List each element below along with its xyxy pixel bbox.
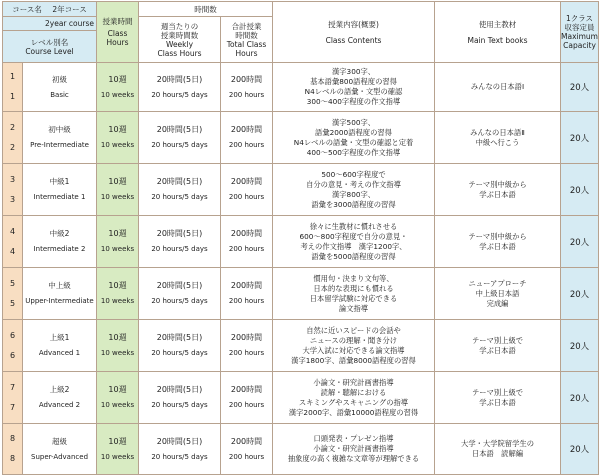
weeks-cell: 10週 10 weeks <box>97 320 139 372</box>
level-cell: 初中級 Pre-Intermediate <box>23 112 97 164</box>
book-cell: ニューアプローチ 中上級日本語 完成編 <box>435 268 561 320</box>
weekly-jp-2: 授業時間数 <box>160 30 199 40</box>
level-cell: 上級1 Advanced 1 <box>23 320 97 372</box>
book-cell: テーマ別中級から 学ぶ日本語 <box>435 164 561 216</box>
class-hours-en-1: Class <box>107 29 128 38</box>
level-cell: 上級2 Advanced 2 <box>23 372 97 424</box>
weekly-cell: 20時間(5日) 20 hours/5 days <box>139 424 221 475</box>
contents-cell: 漢字300字、 基本語彙800語程度の習得 N4レベルの語彙・文型の確認 300～400字程度の作文指導 <box>273 63 435 112</box>
contents-cell: 漢字500字、 語彙2000語程度の習得 N4レベルの語彙・文型の確認と定着 400～500字程度の作文指導 <box>273 112 435 164</box>
table-row <box>3 268 599 320</box>
hours-group-header <box>139 2 273 17</box>
course-name-label: コース名 <box>12 4 42 14</box>
contents-jp: 授業内容(概要) <box>328 19 379 29</box>
row-number: 7 7 <box>3 372 23 424</box>
row-number: 8 8 <box>3 424 23 475</box>
course-2year-en-label: 2year course <box>45 19 94 28</box>
table-row <box>3 216 599 268</box>
course-name-header <box>3 2 97 17</box>
books-header <box>435 2 561 63</box>
total-cell: 200時間 200 hours <box>221 320 273 372</box>
capacity-en-1: Maximum <box>561 32 598 41</box>
course-2year-en-header <box>3 17 97 31</box>
capacity-cell: 20人 <box>561 268 599 320</box>
capacity-cell: 20人 <box>561 164 599 216</box>
contents-header <box>273 2 435 63</box>
course-2year-label: 2年コース <box>52 4 87 14</box>
weeks-cell: 10週 10 weeks <box>97 268 139 320</box>
weeks-cell: 10週 10 weeks <box>97 112 139 164</box>
weeks-cell: 10週 10 weeks <box>97 372 139 424</box>
class-hours-en-2: Hours <box>106 38 129 47</box>
level-cell: 中級1 Intermediate 1 <box>23 164 97 216</box>
book-cell: みんなの日本語Ⅰ <box>435 63 561 112</box>
contents-cell: 500～600字程度で 自分の意見・考えの作文指導 漢字800字、 語彙を3000語程度の習得 <box>273 164 435 216</box>
row-number: 5 5 <box>3 268 23 320</box>
table-row <box>3 164 599 216</box>
weekly-jp-1: 週当たりの <box>160 21 199 31</box>
level-cell: 初級 Basic <box>23 63 97 112</box>
book-cell: 大学・大学院留学生の 日本語 読解編 <box>435 424 561 475</box>
level-cell: 中上級 Upper-Intermediate <box>23 268 97 320</box>
book-cell: テーマ別上級で 学ぶ日本語 <box>435 320 561 372</box>
contents-cell: 口頭発表・プレゼン指導 小論文・研究計画書指導 抽象度の高く複雑な文章等が理解できる <box>273 424 435 475</box>
course-level-jp: レベル別名 <box>30 37 69 47</box>
weekly-en-2: Class Hours <box>157 48 202 58</box>
course-level-header <box>3 31 97 63</box>
table-row <box>3 424 599 475</box>
weekly-cell: 20時間(5日) 20 hours/5 days <box>139 164 221 216</box>
total-cell: 200時間 200 hours <box>221 372 273 424</box>
total-cell: 200時間 200 hours <box>221 216 273 268</box>
row-number: 1 1 <box>3 63 23 112</box>
total-cell: 200時間 200 hours <box>221 268 273 320</box>
weekly-hours-header <box>139 17 221 63</box>
capacity-cell: 20人 <box>561 112 599 164</box>
book-cell: テーマ別中級から 学ぶ日本語 <box>435 216 561 268</box>
weeks-cell: 10週 10 weeks <box>97 63 139 112</box>
weekly-cell: 20時間(5日) 20 hours/5 days <box>139 112 221 164</box>
level-cell: 超級 Super-Advanced <box>23 424 97 475</box>
capacity-cell: 20人 <box>561 372 599 424</box>
total-cell: 200時間 200 hours <box>221 424 273 475</box>
books-en: Main Text books <box>467 35 528 45</box>
row-number: 6 6 <box>3 320 23 372</box>
course-schedule-table <box>2 1 599 475</box>
capacity-cell: 20人 <box>561 63 599 112</box>
weekly-cell: 20時間(5日) 20 hours/5 days <box>139 320 221 372</box>
weekly-cell: 20時間(5日) 20 hours/5 days <box>139 216 221 268</box>
weekly-cell: 20時間(5日) 20 hours/5 days <box>139 63 221 112</box>
total-en-2: Hours <box>235 48 258 58</box>
total-hours-header <box>221 17 273 63</box>
capacity-jp-1: 1クラス <box>565 14 594 23</box>
total-cell: 200時間 200 hours <box>221 63 273 112</box>
book-cell: テーマ別上級で 学ぶ日本語 <box>435 372 561 424</box>
table-row <box>3 320 599 372</box>
total-cell: 200時間 200 hours <box>221 112 273 164</box>
capacity-cell: 20人 <box>561 424 599 475</box>
weekly-cell: 20時間(5日) 20 hours/5 days <box>139 268 221 320</box>
table-row <box>3 372 599 424</box>
row-number: 3 3 <box>3 164 23 216</box>
books-jp: 使用主教材 <box>478 19 517 29</box>
row-number: 2 2 <box>3 112 23 164</box>
weeks-cell: 10週 10 weeks <box>97 164 139 216</box>
table-row <box>3 63 599 112</box>
contents-cell: 慣用句・決まり文句等、 日本的な表現にも慣れる 日本留学試験に対応できる 論文指導 <box>273 268 435 320</box>
class-hours-jp: 授業時間 <box>102 17 133 26</box>
contents-cell: 徐々に生教材に慣れさせる 600～800字程度で自分の意見・ 考えの作文指導 漢字1200字、 語彙を5000語程度の習得 <box>273 216 435 268</box>
contents-en: Class Contents <box>325 35 382 45</box>
hours-group-label: 時間数 <box>194 4 217 14</box>
total-cell: 200時間 200 hours <box>221 164 273 216</box>
capacity-jp-2: 収容定員 <box>564 23 595 32</box>
contents-cell: 自然に近いスピードの会話や ニュースの理解・聞き分け 大学入試に対応できる論文指導 漢字1800字、語彙8000語程度の習得 <box>273 320 435 372</box>
total-jp-2: 時間数 <box>235 30 258 40</box>
class-hours-header <box>97 2 139 63</box>
capacity-cell: 20人 <box>561 320 599 372</box>
book-cell: みんなの日本語Ⅱ 中級へ行こう <box>435 112 561 164</box>
course-level-en: Course Level <box>25 46 74 56</box>
capacity-en-2: Capacity <box>563 41 596 50</box>
row-number: 4 4 <box>3 216 23 268</box>
weeks-cell: 10週 10 weeks <box>97 216 139 268</box>
table-row <box>3 112 599 164</box>
capacity-cell: 20人 <box>561 216 599 268</box>
weekly-en-1: Weekly <box>165 39 194 49</box>
weeks-cell: 10週 10 weeks <box>97 424 139 475</box>
weekly-cell: 20時間(5日) 20 hours/5 days <box>139 372 221 424</box>
total-en-1: Total Class <box>226 39 267 49</box>
contents-cell: 小論文・研究計画書指導 読解・聴解における スキミングやスキャニングの指導 漢字2000字、語彙10000語程度の習得 <box>273 372 435 424</box>
capacity-header <box>561 2 599 63</box>
level-cell: 中級2 Intermediate 2 <box>23 216 97 268</box>
total-jp-1: 合計授業 <box>231 21 262 31</box>
